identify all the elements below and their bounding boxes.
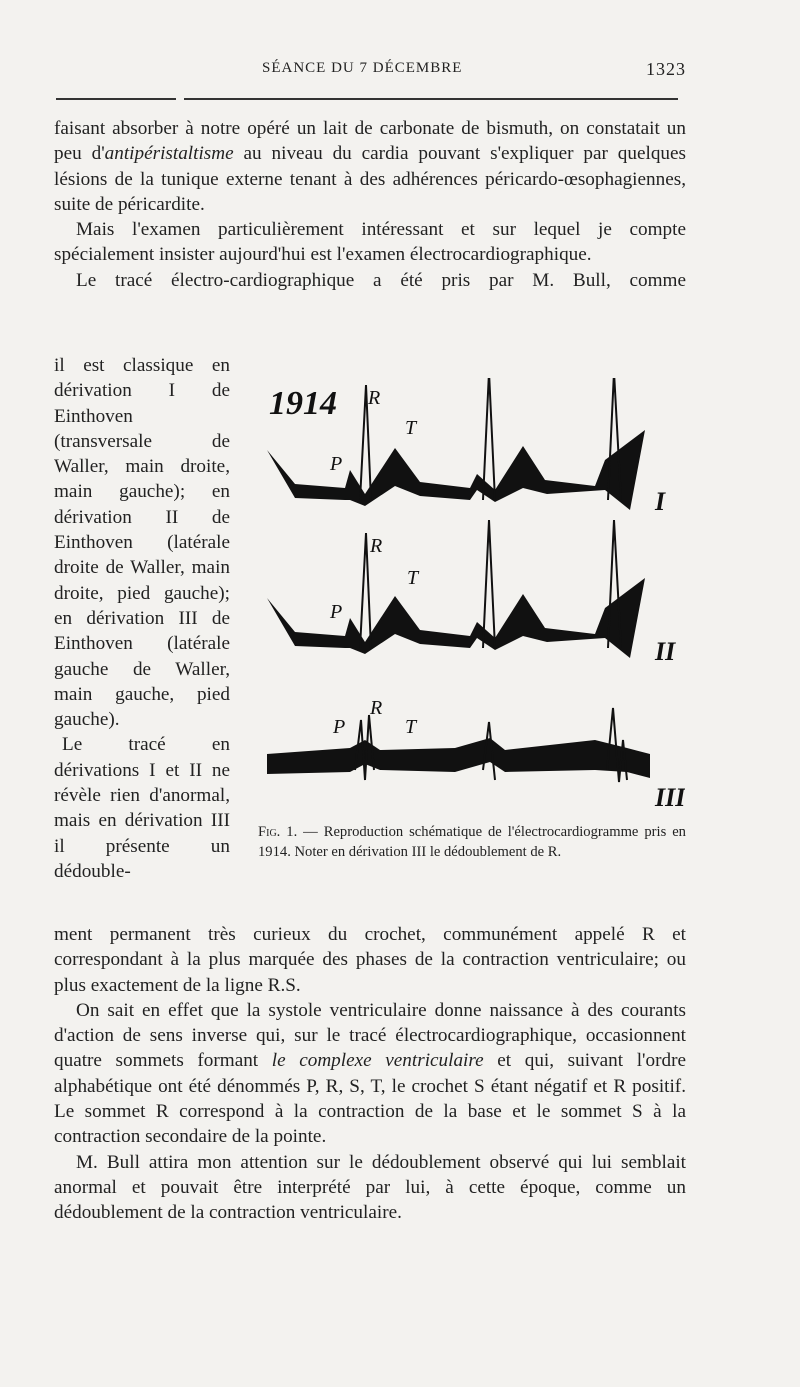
paragraph-4-text-b: et qui, suivant l'ordre alphabétique ont été dénommés P, R, S, T, le crochet S étant négatif et R positif. Le sommet R correspond à la contraction de la base et le sommet S à la contraction secondaire de la pointe. [54, 1050, 686, 1148]
ecg-traces [267, 378, 685, 812]
year-label: 1914 [269, 385, 337, 422]
text-block-bottom [54, 922, 686, 1226]
paragraph-4-italic: le complexe ventriculaire [271, 1050, 484, 1072]
trace-3-lead-label: III [655, 783, 685, 812]
paragraph-1-text-b: au niveau du cardia pouvant s'expliquer par quelques lésions de la tunique externe tenant à des adhérences péricardo-œsophagiennes, suite de péricardite. [54, 143, 686, 215]
trace-2-wave-label: R [370, 535, 383, 557]
trace-1-wave-label: T [405, 417, 417, 439]
trace-2-wave-label: P [330, 601, 343, 623]
trace-1-wave-label: P [330, 453, 343, 475]
trace-3-wave-label: T [405, 716, 417, 738]
paragraph-3-continuation: ment permanent très curieux du crochet, communément appelé R et correspondant à la plus marquée des phases de la contraction ventriculaire; ou plus exactement de la ligne R.S. [54, 924, 686, 996]
trace-1-band [267, 430, 645, 510]
trace-1-lead-label: I [655, 487, 666, 516]
paragraph-1-italic: antipéristaltisme [104, 143, 234, 165]
trace-2-wave-label: T [407, 567, 419, 589]
header-rule-left [56, 98, 176, 100]
trace-3-band [267, 738, 650, 778]
ecg-figure [255, 378, 685, 818]
caption-text: — Reproduction schématique de l'électrocardiogramme pris en 1914. Noter en dérivation III le dédoublement de R. [258, 824, 686, 860]
paragraph-1-text-a: faisant absorber à notre opéré un lait de carbonate de bismuth, on constatait un peu d' [54, 118, 686, 165]
narrow-column [54, 353, 230, 884]
paragraph-3-first-line: Le tracé électro-cardiographique a été pris par M. Bull, comme [76, 269, 686, 291]
page-number: 1323 [646, 59, 686, 79]
trace-3-wave-label: P [333, 716, 346, 738]
narrow-text-a: il est classique en dérivation I de Einthoven (transversale de Waller, main droite, main gauche); en dérivation II de Einthoven (latérale droite de Waller, main droite, pied gauche); en dérivation III de Einthoven (latérale gauche de Waller, main gauche, pied gauche). [54, 355, 230, 731]
paragraph-4 [54, 998, 686, 1150]
trace-2-band [267, 578, 645, 658]
paragraph-4-text-a: On sait en effet que la systole ventriculaire donne naissance à des courants d'action de sens inverse qui, sur le tracé électrocardiographique, occasionnent quatre sommets formant [54, 999, 686, 1072]
text-block-top [54, 116, 686, 293]
running-title: SÉANCE DU 7 DÉCEMBRE [262, 60, 463, 76]
paragraph-2: Mais l'examen particulièrement intéressant et sur lequel je compte spécialement insister aujourd'hui est l'examen électrocardiographique. [54, 219, 686, 266]
ecg-illustration [255, 378, 685, 818]
narrow-text-b: Le tracé en dérivations I et II ne révèle rien d'anormal, mais en dérivation III il présente un dédouble- [54, 734, 230, 882]
trace-1-wave-label: R [368, 387, 381, 409]
trace-3-wave-label: R [370, 697, 383, 719]
figure-caption [258, 822, 686, 862]
header-rule-right [184, 98, 678, 100]
trace-2-lead-label: II [655, 637, 676, 666]
paragraph-5: M. Bull attira mon attention sur le dédoublement observé qui lui semblait anormal et pouvait être interprété par lui, à cette époque, comme un dédoublement de la contraction ventriculaire. [54, 1151, 686, 1224]
paragraph-1 [54, 116, 686, 217]
running-header [54, 60, 686, 86]
caption-label: Fig. 1. [258, 824, 298, 840]
